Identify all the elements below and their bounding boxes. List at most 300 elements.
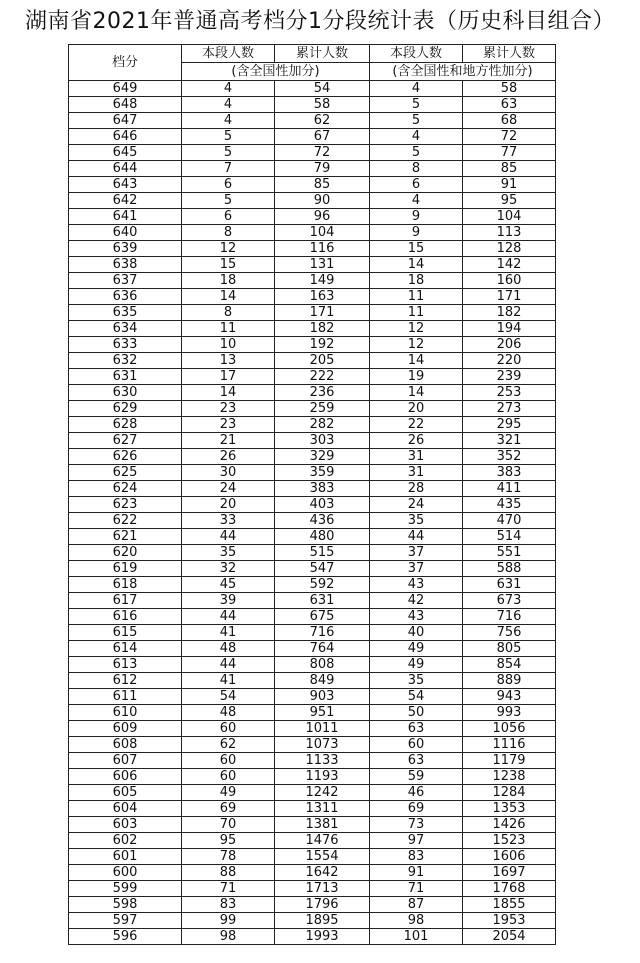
count-cell-local: 14 xyxy=(370,385,463,401)
count-cell-national: 12 xyxy=(182,241,275,257)
count-cell-local: 6 xyxy=(370,177,463,193)
count-cell-national: 44 xyxy=(182,609,275,625)
count-cell-local: 11 xyxy=(370,289,463,305)
count-cell-local: 59 xyxy=(370,769,463,785)
cumulative-cell-local: 631 xyxy=(463,577,556,593)
count-cell-local: 5 xyxy=(370,145,463,161)
count-cell-national: 54 xyxy=(182,689,275,705)
cumulative-cell-national: 1011 xyxy=(275,721,370,737)
score-cell: 645 xyxy=(69,145,182,161)
cumulative-cell-local: 1768 xyxy=(463,881,556,897)
cumulative-cell-local: 551 xyxy=(463,545,556,561)
count-cell-national: 69 xyxy=(182,801,275,817)
table-row xyxy=(69,817,556,833)
table-row xyxy=(69,177,556,193)
count-cell-local: 43 xyxy=(370,609,463,625)
score-cell: 614 xyxy=(69,641,182,657)
cumulative-cell-local: 85 xyxy=(463,161,556,177)
table-row xyxy=(69,769,556,785)
count-cell-national: 23 xyxy=(182,417,275,433)
count-cell-national: 23 xyxy=(182,401,275,417)
count-cell-national: 78 xyxy=(182,849,275,865)
count-cell-local: 26 xyxy=(370,433,463,449)
count-cell-national: 83 xyxy=(182,897,275,913)
cumulative-cell-national: 182 xyxy=(275,321,370,337)
count-cell-national: 7 xyxy=(182,161,275,177)
count-cell-national: 49 xyxy=(182,785,275,801)
count-cell-national: 44 xyxy=(182,529,275,545)
table-row xyxy=(69,193,556,209)
score-cell: 598 xyxy=(69,897,182,913)
count-cell-national: 48 xyxy=(182,641,275,657)
table-row xyxy=(69,689,556,705)
cumulative-cell-local: 411 xyxy=(463,481,556,497)
count-cell-local: 12 xyxy=(370,337,463,353)
count-cell-national: 20 xyxy=(182,497,275,513)
score-cell: 617 xyxy=(69,593,182,609)
cumulative-cell-national: 236 xyxy=(275,385,370,401)
count-cell-national: 6 xyxy=(182,209,275,225)
cumulative-cell-national: 149 xyxy=(275,273,370,289)
count-cell-local: 9 xyxy=(370,209,463,225)
table-row xyxy=(69,609,556,625)
score-cell: 624 xyxy=(69,481,182,497)
score-cell: 640 xyxy=(69,225,182,241)
count-cell-national: 8 xyxy=(182,305,275,321)
count-cell-local: 24 xyxy=(370,497,463,513)
cumulative-cell-local: 1606 xyxy=(463,849,556,865)
count-cell-national: 13 xyxy=(182,353,275,369)
table-row xyxy=(69,545,556,561)
count-cell-local: 42 xyxy=(370,593,463,609)
table-row xyxy=(69,865,556,881)
table-row xyxy=(69,209,556,225)
count-cell-local: 11 xyxy=(370,305,463,321)
score-cell: 619 xyxy=(69,561,182,577)
score-cell: 634 xyxy=(69,321,182,337)
cumulative-cell-national: 1381 xyxy=(275,817,370,833)
score-table xyxy=(68,44,556,945)
cumulative-cell-national: 515 xyxy=(275,545,370,561)
table-row xyxy=(69,449,556,465)
score-cell: 597 xyxy=(69,913,182,929)
cumulative-cell-national: 403 xyxy=(275,497,370,513)
score-cell: 623 xyxy=(69,497,182,513)
cumulative-cell-local: 220 xyxy=(463,353,556,369)
table-row xyxy=(69,145,556,161)
cumulative-cell-national: 62 xyxy=(275,113,370,129)
table-row xyxy=(69,625,556,641)
cumulative-cell-local: 1238 xyxy=(463,769,556,785)
cumulative-cell-local: 1179 xyxy=(463,753,556,769)
table-row xyxy=(69,513,556,529)
cumulative-cell-local: 160 xyxy=(463,273,556,289)
score-cell: 627 xyxy=(69,433,182,449)
table-row xyxy=(69,737,556,753)
header-row xyxy=(69,45,556,63)
cumulative-cell-local: 171 xyxy=(463,289,556,305)
cumulative-cell-national: 104 xyxy=(275,225,370,241)
cumulative-header-national: 累计人数 xyxy=(275,45,370,63)
score-cell: 611 xyxy=(69,689,182,705)
cumulative-cell-national: 58 xyxy=(275,97,370,113)
table-row xyxy=(69,561,556,577)
cumulative-cell-national: 1133 xyxy=(275,753,370,769)
table-row xyxy=(69,417,556,433)
cumulative-cell-national: 222 xyxy=(275,369,370,385)
cumulative-cell-national: 849 xyxy=(275,673,370,689)
cumulative-cell-national: 951 xyxy=(275,705,370,721)
count-cell-local: 63 xyxy=(370,721,463,737)
count-cell-national: 15 xyxy=(182,257,275,273)
cumulative-cell-national: 90 xyxy=(275,193,370,209)
count-cell-local: 8 xyxy=(370,161,463,177)
count-cell-national: 39 xyxy=(182,593,275,609)
count-cell-national: 5 xyxy=(182,145,275,161)
cumulative-cell-local: 239 xyxy=(463,369,556,385)
table-row xyxy=(69,913,556,929)
cumulative-cell-local: 206 xyxy=(463,337,556,353)
score-cell: 600 xyxy=(69,865,182,881)
count-header-national: 本段人数 xyxy=(182,45,275,63)
cumulative-cell-local: 588 xyxy=(463,561,556,577)
count-cell-national: 99 xyxy=(182,913,275,929)
table-row xyxy=(69,673,556,689)
cumulative-cell-national: 1713 xyxy=(275,881,370,897)
count-cell-national: 45 xyxy=(182,577,275,593)
count-cell-national: 71 xyxy=(182,881,275,897)
count-cell-local: 12 xyxy=(370,321,463,337)
table-row xyxy=(69,321,556,337)
cumulative-cell-local: 128 xyxy=(463,241,556,257)
table-row xyxy=(69,753,556,769)
count-cell-national: 6 xyxy=(182,177,275,193)
count-cell-national: 26 xyxy=(182,449,275,465)
cumulative-cell-local: 514 xyxy=(463,529,556,545)
count-cell-national: 4 xyxy=(182,81,275,97)
count-cell-national: 4 xyxy=(182,113,275,129)
table-row xyxy=(69,849,556,865)
count-cell-national: 35 xyxy=(182,545,275,561)
cumulative-cell-local: 1116 xyxy=(463,737,556,753)
cumulative-cell-national: 54 xyxy=(275,81,370,97)
count-cell-national: 62 xyxy=(182,737,275,753)
cumulative-cell-national: 79 xyxy=(275,161,370,177)
score-cell: 616 xyxy=(69,609,182,625)
score-cell: 613 xyxy=(69,657,182,673)
cumulative-cell-national: 85 xyxy=(275,177,370,193)
cumulative-cell-national: 592 xyxy=(275,577,370,593)
score-cell: 626 xyxy=(69,449,182,465)
cumulative-cell-local: 1523 xyxy=(463,833,556,849)
cumulative-cell-local: 104 xyxy=(463,209,556,225)
table-row xyxy=(69,705,556,721)
count-cell-local: 35 xyxy=(370,513,463,529)
cumulative-cell-national: 716 xyxy=(275,625,370,641)
score-cell: 628 xyxy=(69,417,182,433)
count-cell-national: 5 xyxy=(182,193,275,209)
cumulative-cell-national: 192 xyxy=(275,337,370,353)
score-cell: 633 xyxy=(69,337,182,353)
count-cell-local: 43 xyxy=(370,577,463,593)
count-cell-local: 9 xyxy=(370,225,463,241)
count-cell-local: 20 xyxy=(370,401,463,417)
count-cell-local: 98 xyxy=(370,913,463,929)
table-row xyxy=(69,161,556,177)
count-cell-local: 4 xyxy=(370,81,463,97)
table-row xyxy=(69,721,556,737)
cumulative-cell-national: 1193 xyxy=(275,769,370,785)
cumulative-cell-local: 673 xyxy=(463,593,556,609)
cumulative-cell-national: 808 xyxy=(275,657,370,673)
score-cell: 629 xyxy=(69,401,182,417)
table-row xyxy=(69,225,556,241)
cumulative-cell-national: 675 xyxy=(275,609,370,625)
count-cell-national: 24 xyxy=(182,481,275,497)
score-cell: 643 xyxy=(69,177,182,193)
count-cell-national: 18 xyxy=(182,273,275,289)
score-cell: 609 xyxy=(69,721,182,737)
table-row xyxy=(69,929,556,945)
table-row xyxy=(69,897,556,913)
count-cell-national: 88 xyxy=(182,865,275,881)
cumulative-cell-national: 72 xyxy=(275,145,370,161)
cumulative-cell-national: 205 xyxy=(275,353,370,369)
cumulative-cell-national: 547 xyxy=(275,561,370,577)
cumulative-cell-local: 889 xyxy=(463,673,556,689)
table-row xyxy=(69,577,556,593)
count-cell-local: 5 xyxy=(370,97,463,113)
count-cell-local: 37 xyxy=(370,561,463,577)
count-cell-national: 60 xyxy=(182,769,275,785)
count-cell-local: 19 xyxy=(370,369,463,385)
cumulative-cell-local: 58 xyxy=(463,81,556,97)
score-cell: 646 xyxy=(69,129,182,145)
score-cell: 637 xyxy=(69,273,182,289)
count-cell-local: 14 xyxy=(370,257,463,273)
count-cell-national: 14 xyxy=(182,385,275,401)
count-cell-local: 60 xyxy=(370,737,463,753)
cumulative-cell-local: 182 xyxy=(463,305,556,321)
score-cell: 607 xyxy=(69,753,182,769)
score-cell: 635 xyxy=(69,305,182,321)
count-cell-national: 4 xyxy=(182,97,275,113)
table-row xyxy=(69,113,556,129)
cumulative-cell-national: 383 xyxy=(275,481,370,497)
count-cell-local: 15 xyxy=(370,241,463,257)
cumulative-cell-local: 194 xyxy=(463,321,556,337)
cumulative-cell-national: 329 xyxy=(275,449,370,465)
count-cell-national: 98 xyxy=(182,929,275,945)
cumulative-cell-national: 171 xyxy=(275,305,370,321)
count-cell-national: 32 xyxy=(182,561,275,577)
table-row xyxy=(69,433,556,449)
score-cell: 638 xyxy=(69,257,182,273)
score-cell: 647 xyxy=(69,113,182,129)
score-cell: 605 xyxy=(69,785,182,801)
cumulative-cell-local: 1056 xyxy=(463,721,556,737)
table-row xyxy=(69,593,556,609)
score-cell: 639 xyxy=(69,241,182,257)
score-cell: 599 xyxy=(69,881,182,897)
cumulative-cell-national: 1796 xyxy=(275,897,370,913)
table-row xyxy=(69,97,556,113)
cumulative-cell-local: 1855 xyxy=(463,897,556,913)
cumulative-cell-national: 1642 xyxy=(275,865,370,881)
cumulative-cell-local: 113 xyxy=(463,225,556,241)
cumulative-cell-local: 91 xyxy=(463,177,556,193)
cumulative-cell-local: 993 xyxy=(463,705,556,721)
cumulative-cell-national: 359 xyxy=(275,465,370,481)
score-cell: 631 xyxy=(69,369,182,385)
count-cell-local: 22 xyxy=(370,417,463,433)
cumulative-cell-local: 805 xyxy=(463,641,556,657)
cumulative-cell-local: 253 xyxy=(463,385,556,401)
table-row xyxy=(69,401,556,417)
cumulative-cell-local: 435 xyxy=(463,497,556,513)
score-cell: 630 xyxy=(69,385,182,401)
cumulative-cell-local: 1353 xyxy=(463,801,556,817)
count-cell-local: 71 xyxy=(370,881,463,897)
cumulative-cell-national: 67 xyxy=(275,129,370,145)
score-cell: 636 xyxy=(69,289,182,305)
cumulative-cell-national: 764 xyxy=(275,641,370,657)
cumulative-cell-local: 321 xyxy=(463,433,556,449)
cumulative-cell-local: 77 xyxy=(463,145,556,161)
count-cell-local: 46 xyxy=(370,785,463,801)
cumulative-cell-local: 142 xyxy=(463,257,556,273)
score-cell: 601 xyxy=(69,849,182,865)
cumulative-cell-local: 72 xyxy=(463,129,556,145)
score-cell: 641 xyxy=(69,209,182,225)
table-body xyxy=(69,81,556,945)
table-row xyxy=(69,241,556,257)
score-cell: 603 xyxy=(69,817,182,833)
count-cell-local: 54 xyxy=(370,689,463,705)
count-cell-national: 44 xyxy=(182,657,275,673)
table-row xyxy=(69,337,556,353)
count-cell-national: 10 xyxy=(182,337,275,353)
count-cell-national: 5 xyxy=(182,129,275,145)
count-cell-local: 49 xyxy=(370,657,463,673)
table-row xyxy=(69,273,556,289)
cumulative-cell-local: 352 xyxy=(463,449,556,465)
count-cell-local: 101 xyxy=(370,929,463,945)
cumulative-cell-national: 282 xyxy=(275,417,370,433)
count-cell-national: 60 xyxy=(182,753,275,769)
score-cell: 615 xyxy=(69,625,182,641)
cumulative-cell-national: 1895 xyxy=(275,913,370,929)
score-cell: 606 xyxy=(69,769,182,785)
count-cell-local: 49 xyxy=(370,641,463,657)
page-title: 湖南省2021年普通高考档分1分段统计表（历史科目组合） xyxy=(25,9,615,34)
cumulative-cell-national: 131 xyxy=(275,257,370,273)
table-row xyxy=(69,785,556,801)
count-cell-local: 50 xyxy=(370,705,463,721)
table-row xyxy=(69,289,556,305)
table-row xyxy=(69,529,556,545)
cumulative-cell-national: 1311 xyxy=(275,801,370,817)
count-cell-national: 33 xyxy=(182,513,275,529)
count-cell-local: 69 xyxy=(370,801,463,817)
score-cell: 625 xyxy=(69,465,182,481)
count-cell-local: 4 xyxy=(370,129,463,145)
count-cell-national: 70 xyxy=(182,817,275,833)
cumulative-cell-local: 943 xyxy=(463,689,556,705)
count-cell-local: 14 xyxy=(370,353,463,369)
score-cell: 644 xyxy=(69,161,182,177)
count-cell-local: 87 xyxy=(370,897,463,913)
score-cell: 621 xyxy=(69,529,182,545)
score-header: 档分 xyxy=(69,45,182,81)
cumulative-cell-national: 163 xyxy=(275,289,370,305)
count-cell-local: 40 xyxy=(370,625,463,641)
score-cell: 648 xyxy=(69,97,182,113)
table-row xyxy=(69,833,556,849)
count-cell-national: 17 xyxy=(182,369,275,385)
cumulative-cell-local: 1697 xyxy=(463,865,556,881)
count-cell-local: 63 xyxy=(370,753,463,769)
table-row xyxy=(69,465,556,481)
count-cell-national: 48 xyxy=(182,705,275,721)
score-cell: 596 xyxy=(69,929,182,945)
table-row xyxy=(69,353,556,369)
cumulative-cell-national: 480 xyxy=(275,529,370,545)
cumulative-cell-local: 63 xyxy=(463,97,556,113)
count-cell-local: 73 xyxy=(370,817,463,833)
cumulative-cell-local: 854 xyxy=(463,657,556,673)
table-row xyxy=(69,497,556,513)
cumulative-cell-national: 903 xyxy=(275,689,370,705)
score-cell: 620 xyxy=(69,545,182,561)
cumulative-cell-local: 2054 xyxy=(463,929,556,945)
count-cell-national: 41 xyxy=(182,625,275,641)
cumulative-cell-local: 756 xyxy=(463,625,556,641)
cumulative-cell-national: 631 xyxy=(275,593,370,609)
table-row xyxy=(69,881,556,897)
cumulative-cell-national: 436 xyxy=(275,513,370,529)
count-cell-local: 18 xyxy=(370,273,463,289)
count-cell-local: 83 xyxy=(370,849,463,865)
score-cell: 608 xyxy=(69,737,182,753)
cumulative-cell-national: 259 xyxy=(275,401,370,417)
table-row xyxy=(69,81,556,97)
count-cell-local: 31 xyxy=(370,449,463,465)
table-row xyxy=(69,305,556,321)
table-row xyxy=(69,369,556,385)
count-cell-national: 14 xyxy=(182,289,275,305)
cumulative-cell-national: 1993 xyxy=(275,929,370,945)
cumulative-cell-national: 1554 xyxy=(275,849,370,865)
cumulative-cell-local: 1953 xyxy=(463,913,556,929)
count-cell-local: 5 xyxy=(370,113,463,129)
cumulative-cell-national: 1242 xyxy=(275,785,370,801)
count-cell-local: 31 xyxy=(370,465,463,481)
score-cell: 622 xyxy=(69,513,182,529)
score-cell: 610 xyxy=(69,705,182,721)
score-cell: 618 xyxy=(69,577,182,593)
count-header-local: 本段人数 xyxy=(370,45,463,63)
score-cell: 604 xyxy=(69,801,182,817)
cumulative-header-local: 累计人数 xyxy=(463,45,556,63)
table-row xyxy=(69,657,556,673)
table-row xyxy=(69,257,556,273)
count-cell-national: 95 xyxy=(182,833,275,849)
cumulative-cell-local: 95 xyxy=(463,193,556,209)
table-row xyxy=(69,801,556,817)
count-cell-local: 4 xyxy=(370,193,463,209)
cumulative-cell-national: 116 xyxy=(275,241,370,257)
